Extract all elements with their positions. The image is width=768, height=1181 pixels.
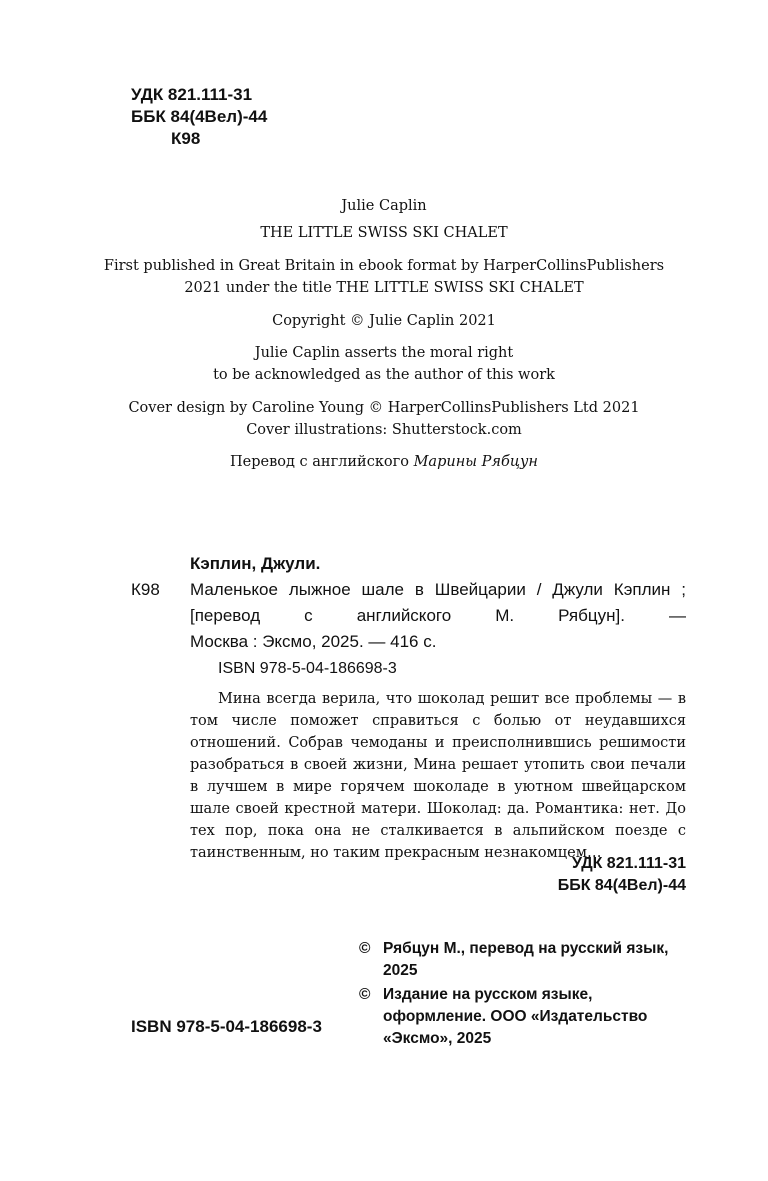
original-credits <box>0 195 768 217</box>
isbn-main: ISBN 978-5-04-186698-3 <box>131 1017 322 1036</box>
translation-block <box>0 451 768 473</box>
original-title-block <box>0 222 768 244</box>
copyright-line: Copyright © Julie Caplin 2021 <box>272 313 496 329</box>
first-published-line-1: First published in Great Britain in ebook format by HarperCollinsPublishers <box>103 258 665 274</box>
catalog-description <box>190 577 686 655</box>
original-author: Julie Caplin <box>341 198 427 214</box>
original-title: THE LITTLE SWISS SKI CHALET <box>260 225 508 241</box>
catalog-code: К98 <box>131 580 160 599</box>
copyright-block <box>0 310 768 332</box>
classification-codes <box>131 84 267 150</box>
moral-right-line-2: to be acknowledged as the author of this work <box>213 367 555 383</box>
moral-right-line-1: Julie Caplin asserts the moral right <box>254 345 514 361</box>
catalog-isbn: ISBN 978-5-04-186698-3 <box>218 660 397 677</box>
author-mark: К98 <box>171 129 201 148</box>
catalog-description-main: Маленькое лыжное шале в Швейцарии / Джули Кэплин ; [перевод с английского М. Рябцун]. — <box>190 580 686 625</box>
catalog-description-last: Москва : Эксмо, 2025. — 416 с. <box>190 632 437 651</box>
copyright-symbol: © <box>359 986 371 1003</box>
first-published-line-2: 2021 under the title THE LITTLE SWISS SKI CHALET <box>184 280 584 296</box>
cover-design-line: Cover design by Caroline Young © HarperCollinsPublishers Ltd 2021 <box>128 400 640 416</box>
copyright-notices <box>359 938 689 1052</box>
catalog-author-heading: Кэплин, Джули. <box>190 554 321 573</box>
classification-codes-right <box>558 853 686 897</box>
copyright-notice-edition <box>359 984 689 1050</box>
cover-illustrations-line: Cover illustrations: Shutterstock.com <box>246 422 522 438</box>
moral-right-block <box>0 342 768 386</box>
udk-code: УДК 821.111-31 <box>131 85 253 104</box>
udk-code-right: УДК 821.111-31 <box>572 855 686 872</box>
copyright-notice-text: Издание на русском языке, оформление. ООО «Издательство «Эксмо», 2025 <box>383 986 648 1047</box>
translation-line <box>0 451 768 473</box>
cover-credits-block <box>0 397 768 441</box>
copyright-symbol: © <box>359 940 371 957</box>
bbk-code-right: ББК 84(4Вел)-44 <box>557 877 686 894</box>
copyright-notice-translation <box>359 938 689 982</box>
bbk-code: ББК 84(4Вел)-44 <box>131 107 268 126</box>
translation-prefix: Перевод с английского <box>230 454 414 470</box>
annotation-text: Мина всегда верила, что шоколад решит все проблемы — в том числе поможет справиться с болью от неудавшихся отношений. Собрав чемоданы и преисполнившись решимости разобраться в своей жизни, Мина решает утопить свои печали в лучшем в мире горячем шоколаде в уютном швейцарском шале своей крестной матери. Шоколад: да. Романтика: нет. До тех пор, пока она не сталкивается в альпийском поезде с таинственным, но таким прекрасным незнакомцем… <box>190 691 686 861</box>
first-published-block <box>0 255 768 299</box>
translator-name: Марины Рябцун <box>413 454 538 470</box>
copyright-notice-text: Рябцун М., перевод на русский язык, 2025 <box>383 940 669 979</box>
